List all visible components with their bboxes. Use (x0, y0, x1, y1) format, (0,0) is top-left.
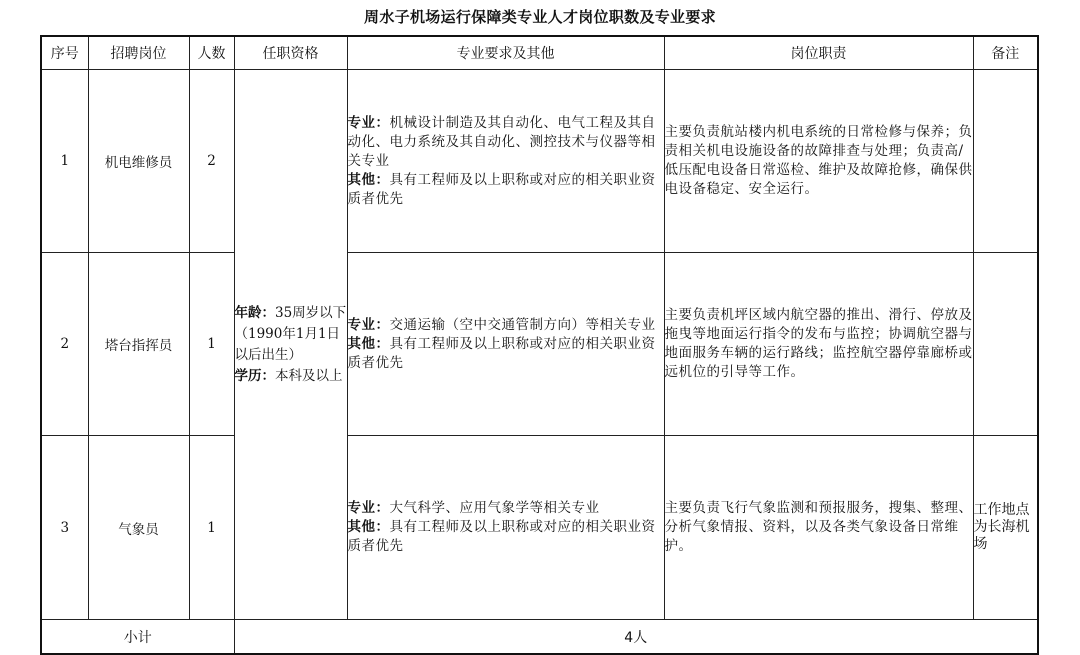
table-row (41, 436, 1038, 620)
document-title: 周水子机场运行保障类专业人才岗位职数及专业要求 (364, 8, 716, 26)
major-label: 专业： (347, 316, 390, 333)
count-cell: 1 (189, 436, 234, 620)
table-row (41, 253, 1038, 436)
subtotal-row (41, 620, 1038, 655)
remarks-cell (973, 70, 1038, 253)
major-label: 专业： (347, 500, 390, 516)
other-text: 具有工程师及以上职称或对应的相关职业资质者优先 (347, 519, 656, 554)
remarks-cell: 工作地点为长海机场 (973, 436, 1038, 620)
other-label: 其他： (347, 519, 390, 535)
position-cell: 塔台指挥员 (88, 253, 189, 436)
position-cell: 气象员 (88, 436, 189, 620)
age-label: 年龄： (234, 304, 275, 321)
subtotal-value: 4人 (234, 620, 1038, 655)
seq-cell: 1 (41, 70, 88, 253)
remarks-cell (973, 253, 1038, 436)
table-row (41, 70, 1038, 253)
other-label: 其他： (347, 171, 390, 188)
header-remarks: 备注 (973, 36, 1038, 70)
education-label: 学历： (234, 367, 275, 384)
header-requirements: 专业要求及其他 (347, 36, 664, 70)
duties-cell: 主要负责机坪区域内航空器的推出、滑行、停放及拖曳等地面运行指令的发布与监控；协调航空器与地面服务车辆的运行路线；监控航空器停靠廊桥或远机位的引导等工作。 (664, 253, 973, 436)
duties-cell: 主要负责飞行气象监测和预报服务，搜集、整理、分析气象情报、资料，以及各类气象设备日常维护。 (664, 436, 973, 620)
job-requirements-table (40, 35, 1039, 655)
header-qualification: 任职资格 (234, 36, 347, 70)
header-duties: 岗位职责 (664, 36, 973, 70)
count-cell: 1 (189, 253, 234, 436)
subtotal-label: 小计 (41, 620, 234, 655)
header-position: 招聘岗位 (88, 36, 189, 70)
seq-cell: 3 (41, 436, 88, 620)
count-cell: 2 (189, 70, 234, 253)
major-text: 交通运输（空中交通管制方向）等相关专业 (389, 316, 656, 333)
seq-cell: 2 (41, 253, 88, 436)
major-text: 大气科学、应用气象学等相关专业 (389, 500, 600, 516)
major-label: 专业： (347, 114, 390, 131)
qualification-cell (234, 70, 347, 620)
major-text: 机械设计制造及其自动化、电气工程及其自动化、电力系统及其自动化、测控技术与仪器等相关专业 (347, 114, 656, 169)
requirements-cell (347, 253, 664, 436)
requirements-cell (347, 436, 664, 620)
other-label: 其他： (347, 335, 390, 352)
education-value: 本科及以上 (275, 367, 343, 384)
header-count: 人数 (189, 36, 234, 70)
header-row (41, 36, 1038, 70)
other-text: 具有工程师及以上职称或对应的相关职业资质者优先 (347, 171, 656, 207)
age-value: 35周岁以下（1990年1月1日以后出生） (234, 304, 347, 363)
duties-cell: 主要负责航站楼内机电系统的日常检修与保养；负责相关机电设施设备的故障排查与处理；负责高/低压配电设备日常巡检、维护及故障抢修，确保供电设备稳定、安全运行。 (664, 70, 973, 253)
requirements-cell (347, 70, 664, 253)
other-text: 具有工程师及以上职称或对应的相关职业资质者优先 (347, 335, 656, 371)
position-cell: 机电维修员 (88, 70, 189, 253)
header-seq: 序号 (41, 36, 88, 70)
